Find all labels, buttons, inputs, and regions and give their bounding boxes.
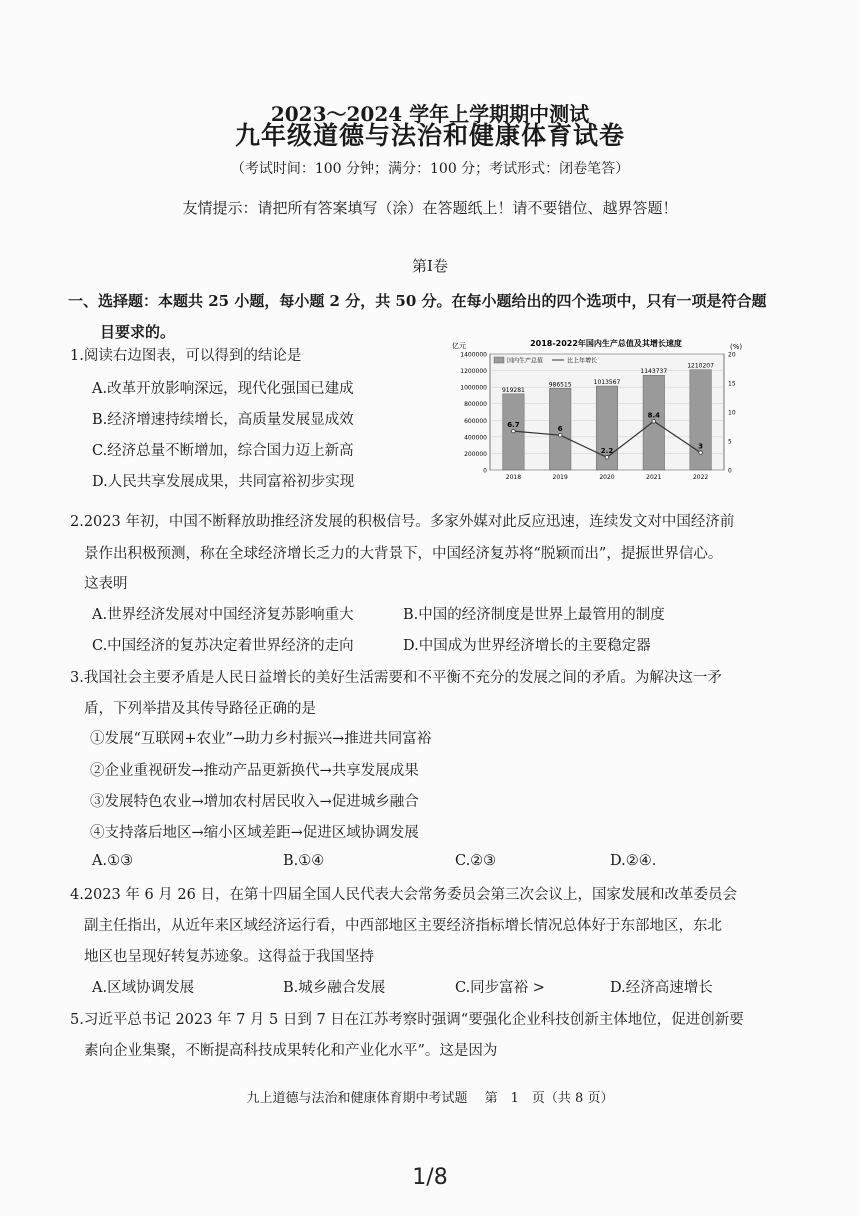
- chart-growth-point: [605, 455, 609, 459]
- legend-bar-swatch: [494, 357, 504, 363]
- legend-line-label: 比上年增长: [567, 357, 598, 365]
- q2-line1: 2.2023 年初，中国不断释放助推经济发展的积极信号。多家外媒对此反应迅速，连续发文对中国经济前: [70, 514, 735, 530]
- chart-growth-label: 8.4: [647, 411, 661, 420]
- chart-bar-value-label: 1210207: [687, 362, 714, 370]
- q4-option-c: C.同步富裕 >: [455, 980, 545, 996]
- chart-ytick-left: 600000: [464, 417, 487, 425]
- chart-xtick-label: 2021: [646, 474, 662, 481]
- year-title: 2023～2024 学年上学期期中测试: [270, 102, 590, 126]
- q4-line3: 地区也呈现好转复苏迹象。这得益于我国坚持: [84, 949, 374, 965]
- chart-ytick-left: 200000: [464, 450, 487, 458]
- chart-growth-point: [512, 429, 516, 433]
- q4-option-a: A.区域协调发展: [92, 980, 195, 996]
- q2-option-b: B.中国的经济制度是世界上最管用的制度: [403, 607, 665, 623]
- chart-title: 2018-2022年国内生产总值及其增长速度: [530, 339, 682, 348]
- q1-option-b: B.经济增速持续增长，高质量发展显成效: [92, 412, 354, 428]
- friendly-tip: 友情提示：请把所有答案填写（涂）在答题纸上！请不要错位、越界答题！: [182, 199, 678, 217]
- chart-growth-point: [652, 419, 656, 423]
- q5-line2: 素向企业集聚，不断提高科技成果转化和产业化水平”。这是因为: [84, 1043, 498, 1059]
- q4-line1: 4.2023 年 6 月 26 日，在第十四届全国人民代表大会常务委员会第三次会议上，国家发展和改革委员会: [70, 887, 737, 903]
- chart-bar-value-label: 919281: [501, 386, 525, 394]
- chart-growth-label: 2.2: [600, 447, 614, 456]
- q2-option-a: A.世界经济发展对中国经济复苏影响重大: [92, 607, 354, 623]
- q4-line2: 副主任指出，从近年来区域经济运行看，中西部地区主要经济指标增长情况总体好于东部地区，东北: [84, 918, 722, 934]
- q3-option-d: D.②④.: [610, 853, 657, 869]
- chart-ytick-right: 0: [728, 467, 732, 475]
- chart-growth-point: [558, 433, 562, 437]
- chart-ytick-left: 0: [483, 467, 487, 475]
- q3-option-a: A.①③: [92, 853, 134, 869]
- q2-option-d: D.中国成为世界经济增长的主要稳定器: [403, 638, 651, 654]
- q1-option-c: C.经济总量不断增加，综合国力迈上新高: [92, 443, 354, 459]
- q2-line3: 这表明: [84, 576, 128, 592]
- q3-item-1: ①发展“互联网+农业”→助力乡村振兴→推进共同富裕: [90, 731, 432, 747]
- chart-ytick-right: 10: [728, 409, 736, 417]
- chart-ytick-right: 5: [728, 438, 732, 446]
- exam-title: 九年级道德与法治和健康体育试卷: [234, 121, 625, 150]
- chart-ylabel-left: 亿元: [452, 342, 466, 350]
- chart-ytick-left: 400000: [464, 434, 487, 442]
- chart-ytick-right: 20: [728, 351, 736, 359]
- section-heading-line2: 目要求的。: [100, 323, 176, 341]
- q3-option-b: B.①④: [283, 853, 325, 869]
- chart-ytick-left: 1000000: [460, 384, 487, 392]
- q5-line1: 5.习近平总书记 2023 年 7 月 5 日到 7 日在江苏考察时强调“要强化企业科技创新主体地位，促进创新要: [70, 1012, 744, 1028]
- chart-ytick-left: 800000: [464, 401, 487, 409]
- chart-growth-point: [699, 451, 703, 455]
- chart-bar-value-label: 1143737: [640, 368, 668, 376]
- chart-xtick-label: 2019: [552, 474, 568, 481]
- q3-item-3: ③发展特色农业→增加农村居民收入→促进城乡融合: [90, 794, 419, 810]
- q3-line2: 盾，下列举措及其传导路径正确的是: [84, 701, 316, 717]
- q1-option-a: A.改革开放影响深远，现代化强国已建成: [92, 381, 354, 397]
- chart-bar-value-label: 986515: [548, 381, 572, 389]
- chart-ytick-right: 15: [728, 380, 736, 388]
- chart-bar: [690, 370, 712, 470]
- section-heading-line1: 一、选择题：本题共 25 小题，每小题 2 分，共 50 分。在每小题给出的四个选项中，只有一项是符合题: [68, 292, 767, 310]
- chart-xtick-label: 2018: [505, 474, 522, 481]
- gdp-chart: [446, 336, 752, 486]
- exam-info: （考试时间：100 分钟；满分：100 分；考试形式：闭卷笔答）: [230, 161, 630, 177]
- chart-growth-label: 6.7: [507, 421, 520, 430]
- q3-item-4: ④支持落后地区→缩小区域差距→促进区域协调发展: [90, 825, 419, 841]
- legend-bar-label: 国内生产总值: [507, 357, 544, 365]
- q3-option-c: C.②③: [455, 853, 497, 869]
- page-footer: 九上道德与法治和健康体育期中考试题 第 1 页（共 8 页）: [246, 1091, 614, 1106]
- q4-option-d: D.经济高速增长: [610, 980, 713, 996]
- chart-xtick-label: 2020: [599, 474, 615, 481]
- chart-growth-label: 3: [698, 442, 704, 451]
- q2-line2: 景作出积极预测，称在全球经济增长乏力的大背景下，中国经济复苏将“脱颖而出”，提振世界信心。: [84, 546, 723, 562]
- chart-bar-value-label: 1013567: [593, 379, 621, 387]
- chart-growth-label: 6: [557, 425, 563, 434]
- chart-ytick-left: 1200000: [460, 368, 487, 376]
- q4-option-b: B.城乡融合发展: [283, 980, 386, 996]
- chart-xtick-label: 2022: [692, 474, 709, 481]
- q3-item-2: ②企业重视研发→推动产品更新换代→共享发展成果: [90, 763, 419, 779]
- q1-stem: 1.阅读右边图表，可以得到的结论是: [70, 348, 302, 364]
- chart-ytick-left: 1400000: [460, 351, 487, 359]
- q3-line1: 3.我国社会主要矛盾是人民日益增长的美好生活需要和不平衡不充分的发展之间的矛盾。为解决这一矛: [70, 670, 722, 686]
- q2-option-c: C.中国经济的复苏决定着世界经济的走向: [92, 638, 354, 654]
- q1-option-d: D.人民共享发展成果，共同富裕初步实现: [92, 474, 355, 490]
- page-indicator: 1/8: [412, 1165, 448, 1190]
- chart-ylabel-right: (%): [730, 343, 743, 351]
- volume-label: 第Ⅰ卷: [412, 257, 448, 275]
